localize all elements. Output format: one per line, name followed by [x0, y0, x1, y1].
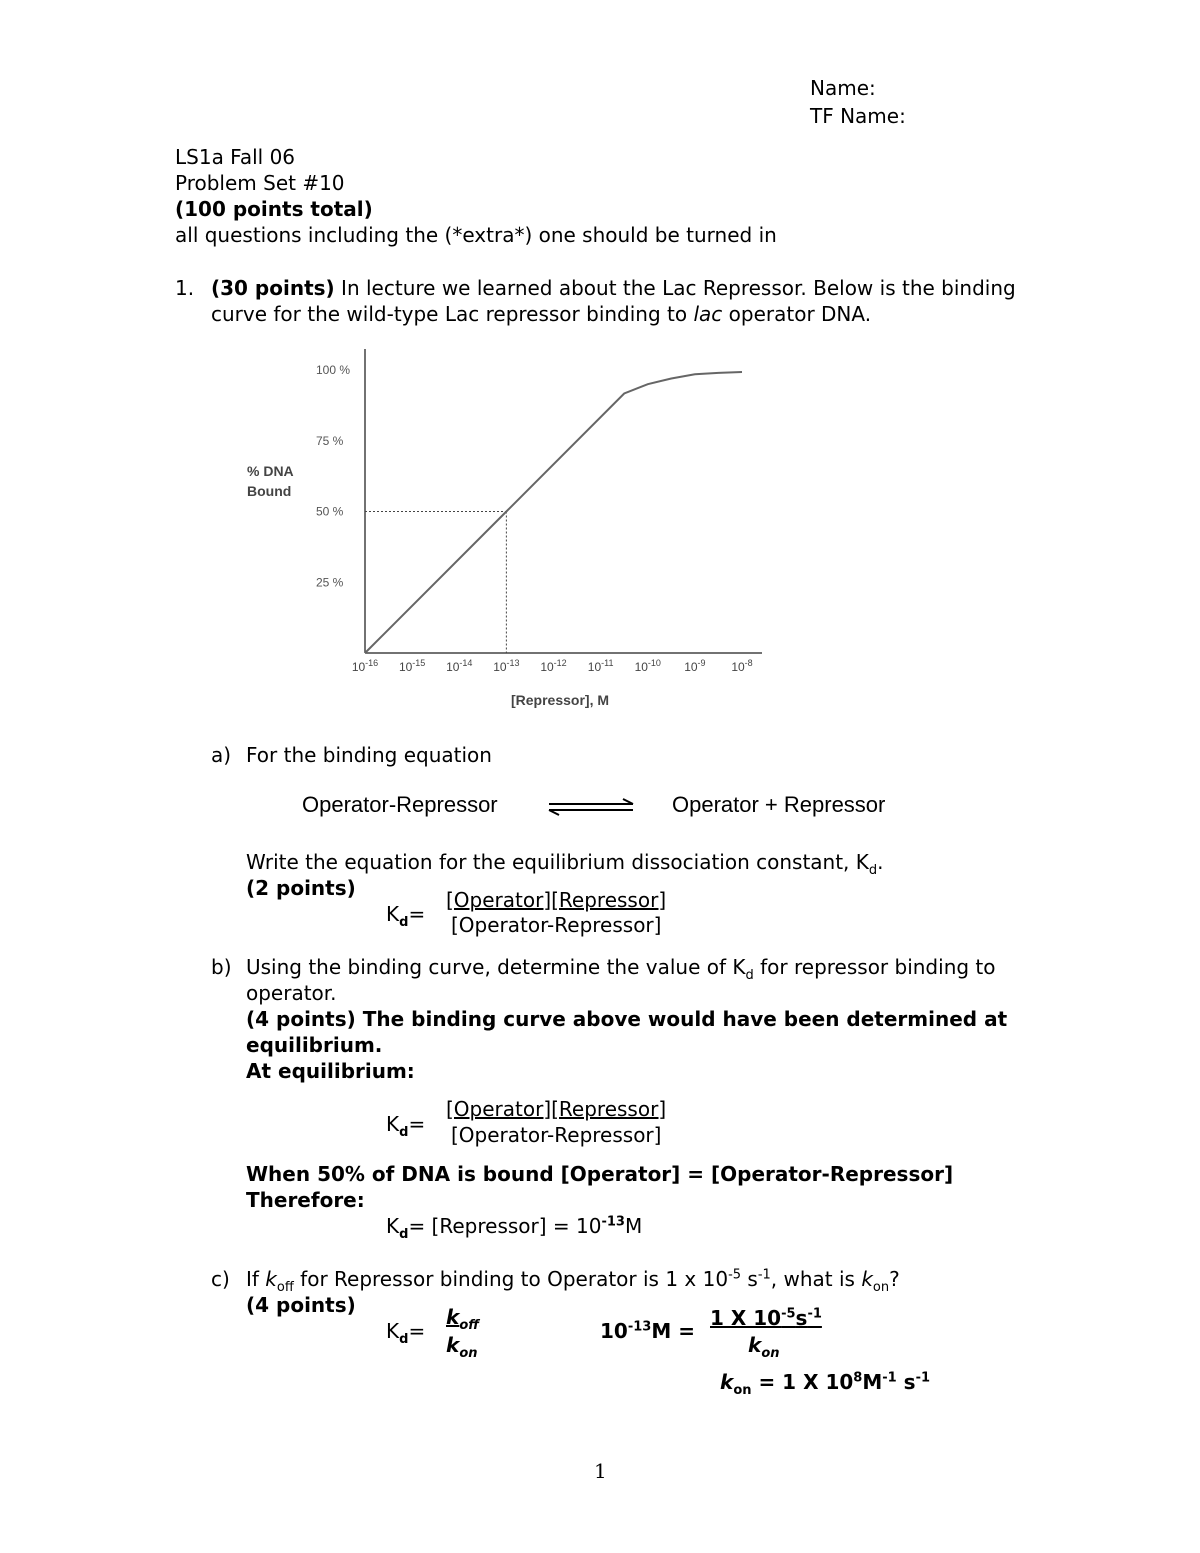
qc-final-b: M — [862, 1370, 883, 1394]
q1-points: (30 points) — [211, 276, 335, 300]
qb-result-k: K — [386, 1214, 400, 1238]
qc-t2: for Repressor binding to Operator is 1 x 10 — [293, 1267, 729, 1291]
qb-text1-sub: d — [745, 968, 754, 983]
qc-points: (4 points) — [246, 1293, 356, 1317]
qc-t2-sup: -5 — [728, 1267, 742, 1283]
qa-kd-eq: = — [408, 902, 426, 926]
qb-result-sup: -13 — [601, 1214, 625, 1230]
qb-kd-eq: = — [408, 1112, 426, 1136]
qc-rhs-den-k: k — [748, 1333, 762, 1357]
x-tick-label: $10^{-8}$ — [731, 658, 753, 674]
problem-set-title: Problem Set #10 — [175, 171, 345, 195]
qc-label: c) — [211, 1267, 230, 1291]
qc-text — [246, 1267, 900, 1295]
qb-result — [386, 1214, 642, 1242]
x-axis-label: [Repressor], M — [510, 692, 610, 708]
y-axis-label-line2: Bound — [247, 483, 292, 499]
qb-kd-k: K — [386, 1112, 400, 1136]
x-tick-label: $10^{-9}$ — [684, 658, 706, 674]
qa-kd — [386, 902, 425, 930]
qc-final-sup3: -1 — [915, 1370, 931, 1386]
qb-therefore: Therefore: — [246, 1188, 365, 1212]
qc-kd-sub: d — [399, 1332, 409, 1347]
qa-kd-sub: d — [399, 915, 409, 930]
qc-rhs-num-b: s — [795, 1306, 808, 1330]
qb-text1 — [246, 955, 996, 983]
qc-rhs-num-a: 1 X 10 — [710, 1306, 782, 1330]
x-tick-label: $10^{-16}$ — [351, 658, 379, 674]
qb-text2: operator. — [246, 981, 337, 1005]
qb-result-sub: d — [399, 1227, 409, 1242]
binding-curve-chart — [240, 345, 770, 715]
y-tick-label: 50 % — [316, 504, 344, 519]
qb-numerator: [Operator][Repressor] — [446, 1097, 667, 1121]
q1-text-a: In lecture we learned about the Lac Repressor. Below is the binding — [334, 276, 1016, 300]
qc-frac-num — [446, 1305, 479, 1333]
x-tick-label: $10^{-13}$ — [493, 658, 520, 674]
qa-reactant: Operator-Repressor — [302, 792, 498, 817]
qb-bold1: (4 points) The binding curve above would have been determined at — [246, 1007, 1008, 1031]
q1-text-lac: lac — [693, 302, 723, 326]
qc-final-sup1: 8 — [853, 1370, 863, 1386]
instructions: all questions including the (*extra*) one should be turned in — [175, 223, 777, 247]
qc-frac-den-k: k — [446, 1333, 460, 1357]
qc-final — [720, 1370, 930, 1398]
x-tick-label: $10^{-14}$ — [446, 658, 473, 674]
tf-name-label: TF Name: — [810, 104, 906, 128]
qa-write-main: Write the equation for the equilibrium dissociation constant, K — [246, 850, 869, 874]
qa-denominator: [Operator-Repressor] — [451, 913, 662, 937]
qc-rhs-numerator — [710, 1306, 822, 1330]
q1-text-line1 — [211, 276, 1016, 300]
course-title: LS1a Fall 06 — [175, 145, 296, 169]
qc-t1: If — [246, 1267, 266, 1291]
q1-text-line2 — [211, 302, 871, 326]
total-points: (100 points total) — [175, 197, 373, 221]
qc-t4: , what is — [770, 1267, 862, 1291]
qb-result-a: = [Repressor] = 10 — [408, 1214, 602, 1238]
qc-k2-sub: on — [872, 1280, 890, 1295]
binding-curve-line — [365, 372, 742, 653]
q1-text-b1: curve for the wild-type Lac repressor binding to — [211, 302, 694, 326]
y-tick-label: 25 % — [316, 575, 344, 590]
qc-kd-k: K — [386, 1319, 400, 1343]
qc-k1-sub: off — [276, 1280, 294, 1295]
qa-kd-k: K — [386, 902, 400, 926]
qc-frac-den — [446, 1333, 478, 1361]
qc-rhs-num-sup1: -5 — [781, 1306, 796, 1322]
qc-t3-sup: -1 — [757, 1267, 771, 1283]
qa-label: a) — [211, 743, 232, 767]
qb-denominator: [Operator-Repressor] — [451, 1123, 662, 1147]
x-tick-label: $10^{-12}$ — [540, 658, 567, 674]
y-tick-label: 75 % — [316, 433, 344, 448]
equilibrium-arrow-icon — [545, 796, 637, 818]
qa-write-end: . — [877, 850, 884, 874]
x-tick-label: $10^{-10}$ — [634, 658, 661, 674]
qb-kd-sub: d — [399, 1125, 409, 1140]
qa-write-text — [246, 850, 884, 878]
qc-final-k: k — [720, 1370, 734, 1394]
qc-rhs-a: 10 — [600, 1319, 628, 1343]
qb-bold3: At equilibrium: — [246, 1059, 415, 1083]
qc-rhs — [600, 1319, 695, 1343]
qc-t5: ? — [889, 1267, 900, 1291]
qc-final-sub: on — [733, 1383, 752, 1398]
qb-kd — [386, 1112, 425, 1140]
qb-when: When 50% of DNA is bound [Operator] = [Operator-Repressor] — [246, 1162, 954, 1186]
qc-frac-num-sub: off — [459, 1318, 480, 1333]
qc-rhs-sup: -13 — [627, 1319, 652, 1335]
qc-frac-num-k: k — [446, 1305, 460, 1329]
qc-final-c: s — [896, 1370, 916, 1394]
q1-number: 1. — [175, 276, 195, 300]
qc-final-a: = 1 X 10 — [751, 1370, 854, 1394]
qc-kd — [386, 1319, 425, 1347]
qb-text1b: for repressor binding to — [753, 955, 996, 979]
qc-rhs-den-sub: on — [761, 1346, 780, 1361]
page-number: 1 — [594, 1459, 607, 1483]
x-tick-label: $10^{-15}$ — [398, 658, 426, 674]
qc-final-sup2: -1 — [882, 1370, 897, 1386]
x-tick-label: $10^{-11}$ — [587, 658, 614, 674]
qb-text1a: Using the binding curve, determine the value of K — [246, 955, 746, 979]
qb-bold2: equilibrium. — [246, 1033, 383, 1057]
qa-write-sub: d — [868, 863, 878, 878]
qa-text: For the binding equation — [246, 743, 492, 767]
qc-t3: s — [741, 1267, 758, 1291]
qc-rhs-num-sup2: -1 — [807, 1306, 822, 1322]
qc-k2: k — [861, 1267, 873, 1291]
qb-result-b: M — [624, 1214, 643, 1238]
y-tick-label: 100 % — [316, 363, 351, 377]
qc-rhs-b: M = — [651, 1319, 695, 1343]
qc-kd-eq: = — [408, 1319, 426, 1343]
qa-points: (2 points) — [246, 876, 356, 900]
name-label: Name: — [810, 76, 876, 100]
qa-products: Operator + Repressor — [672, 792, 886, 817]
qa-numerator: [Operator][Repressor] — [446, 888, 667, 912]
qc-k1: k — [265, 1267, 277, 1291]
q1-text-b2: operator DNA. — [722, 302, 872, 326]
qc-frac-den-sub: on — [459, 1346, 478, 1361]
qb-label: b) — [211, 955, 232, 979]
y-axis-label-line1: % DNA — [247, 463, 294, 479]
binding-curve-svg — [240, 345, 770, 715]
qc-rhs-denominator — [748, 1333, 780, 1361]
